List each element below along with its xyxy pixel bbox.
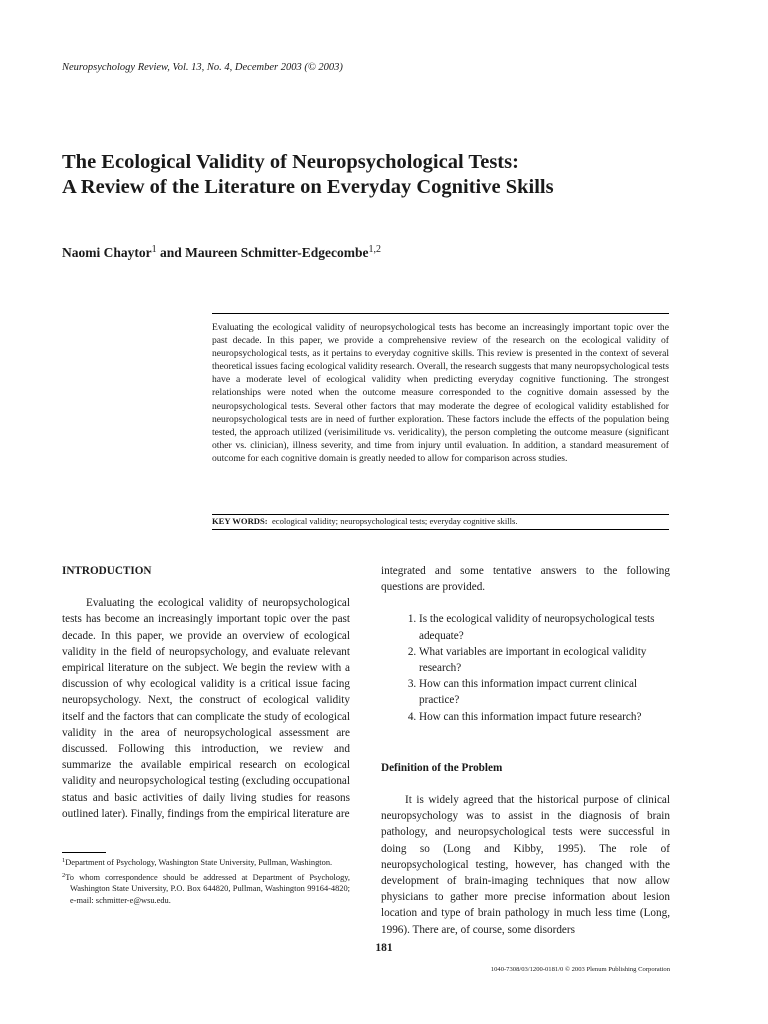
question-item: 2. What variables are important in ecological validity research? (419, 644, 670, 676)
introduction-paragraph-start: Evaluating the ecological validity of neuropsychological tests has become an increasingly important topic over the past decade. In this paper, we provide an overview of ecological validity in the field of neuropsychology, and evaluate relevant empirical literature on the subject. We begin the review with a discussion of why ecological validity is a critical issue facing neuropsychology. Next, the construct of ecological validity itself and the factors that can complicate the study of ecological validity in the area of neuropsychological assessment are discussed. Following this introduction, we review and summarize the available empirical research on ecological validity and neuropsychological testing (excluding occupational status and basic activities of daily living studies for reasons outlined later). Finally, findings from the empirical literature are (62, 597, 350, 820)
footnote-1-marker: 1 (62, 857, 66, 864)
question-list (381, 611, 670, 724)
definition-heading: Definition of the Problem (381, 761, 503, 774)
definition-paragraph: It is widely agreed that the historical purpose of clinical neuropsychology was to assist in the diagnosis of brain pathology, and neuropsychological tests were successful in doing so (Long and Kibby, 1995). The role of neuropsychological testing, however, has changed with the development of brain-imaging techniques that now allow physicians to gather more precise information about lesion location and type of brain pathology in much less time (Long, 1996). There are, of course, some disorders (381, 794, 670, 936)
footnote-2-marker: 2 (62, 871, 66, 879)
author-2-affiliation: 1,2 (368, 244, 381, 255)
footnote-rule (62, 852, 106, 853)
footnote-2 (62, 870, 350, 907)
question-item: 1. Is the ecological validity of neuropsychological tests adequate? (419, 611, 670, 643)
author-1-affiliation: 1 (151, 244, 157, 255)
introduction-heading: INTRODUCTION (62, 565, 152, 577)
keywords (212, 516, 669, 526)
journal-citation: Neuropsychology Review, Vol. 13, No. 4, December 2003 (© 2003) (62, 62, 343, 73)
keywords-label: KEY WORDS: (212, 516, 268, 526)
title-line-2: A Review of the Literature on Everyday Cognitive Skills (62, 176, 554, 198)
keywords-list: ecological validity; neuropsychological tests; everyday cognitive skills. (271, 516, 518, 526)
footnotes (62, 855, 350, 907)
footnote-1-text: Department of Psychology, Washington State University, Pullman, Washington. (65, 858, 333, 867)
paper-title (62, 150, 712, 200)
abstract-rule-top (212, 313, 669, 314)
abstract-rule-middle (212, 514, 669, 515)
column-right (381, 563, 670, 938)
author-list (62, 244, 381, 261)
question-item: 4. How can this information impact future research? (419, 709, 670, 725)
column-left (62, 563, 350, 822)
title-line-1: The Ecological Validity of Neuropsychological Tests: (62, 151, 519, 173)
abstract-text: Evaluating the ecological validity of neuropsychological tests has become an increasingly important topic over the past decade. In this paper, we provide a comprehensive review of the research on the ecological validity of neuropsychological tests, as it pertains to everyday cognitive skills. This review is presented in the context of several theoretical issues facing ecological validity research. Overall, the research suggests that many neuropsychological tests have a moderate level of ecological validity when predicting everyday cognitive functioning. The strongest relationships were noted when the outcome measure corresponded to the cognitive domain assessed by the neuropsychological tests. Several other factors that may moderate the degree of ecological validity established for neuropsychological tests are in need of further exploration. These factors include the effects of the population being tested, the approach utilized (verisimilitude vs. veridicality), the person completing the outcome measure (significant other vs. clinician), illness severity, and time from injury until evaluation. In addition, a standard measurement of outcome for each cognitive domain is greatly needed to allow for comparison across studies. (212, 322, 669, 464)
author-2-name: Maureen Schmitter-Edgecombe (185, 245, 369, 260)
author-1-name: Naomi Chaytor (62, 245, 152, 260)
question-item: 3. How can this information impact current clinical practice? (419, 676, 670, 708)
page-number: 181 (375, 942, 393, 954)
footnote-1 (62, 855, 350, 869)
author-connector: and (156, 245, 186, 260)
introduction-paragraph-end: integrated and some tentative answers to the following questions are provided. (381, 565, 670, 594)
abstract-rule-bottom (212, 529, 669, 530)
copyright-line: 1040-7308/03/1200-0181/0 © 2003 Plenum Publishing Corporation (490, 966, 670, 973)
footnote-2-text: To whom correspondence should be addressed at Department of Psychology, Washington State University, P.O. Box 644820, Pullman, Washington 99164-4820; e-mail: schmitter-e@wsu.edu. (65, 872, 350, 905)
